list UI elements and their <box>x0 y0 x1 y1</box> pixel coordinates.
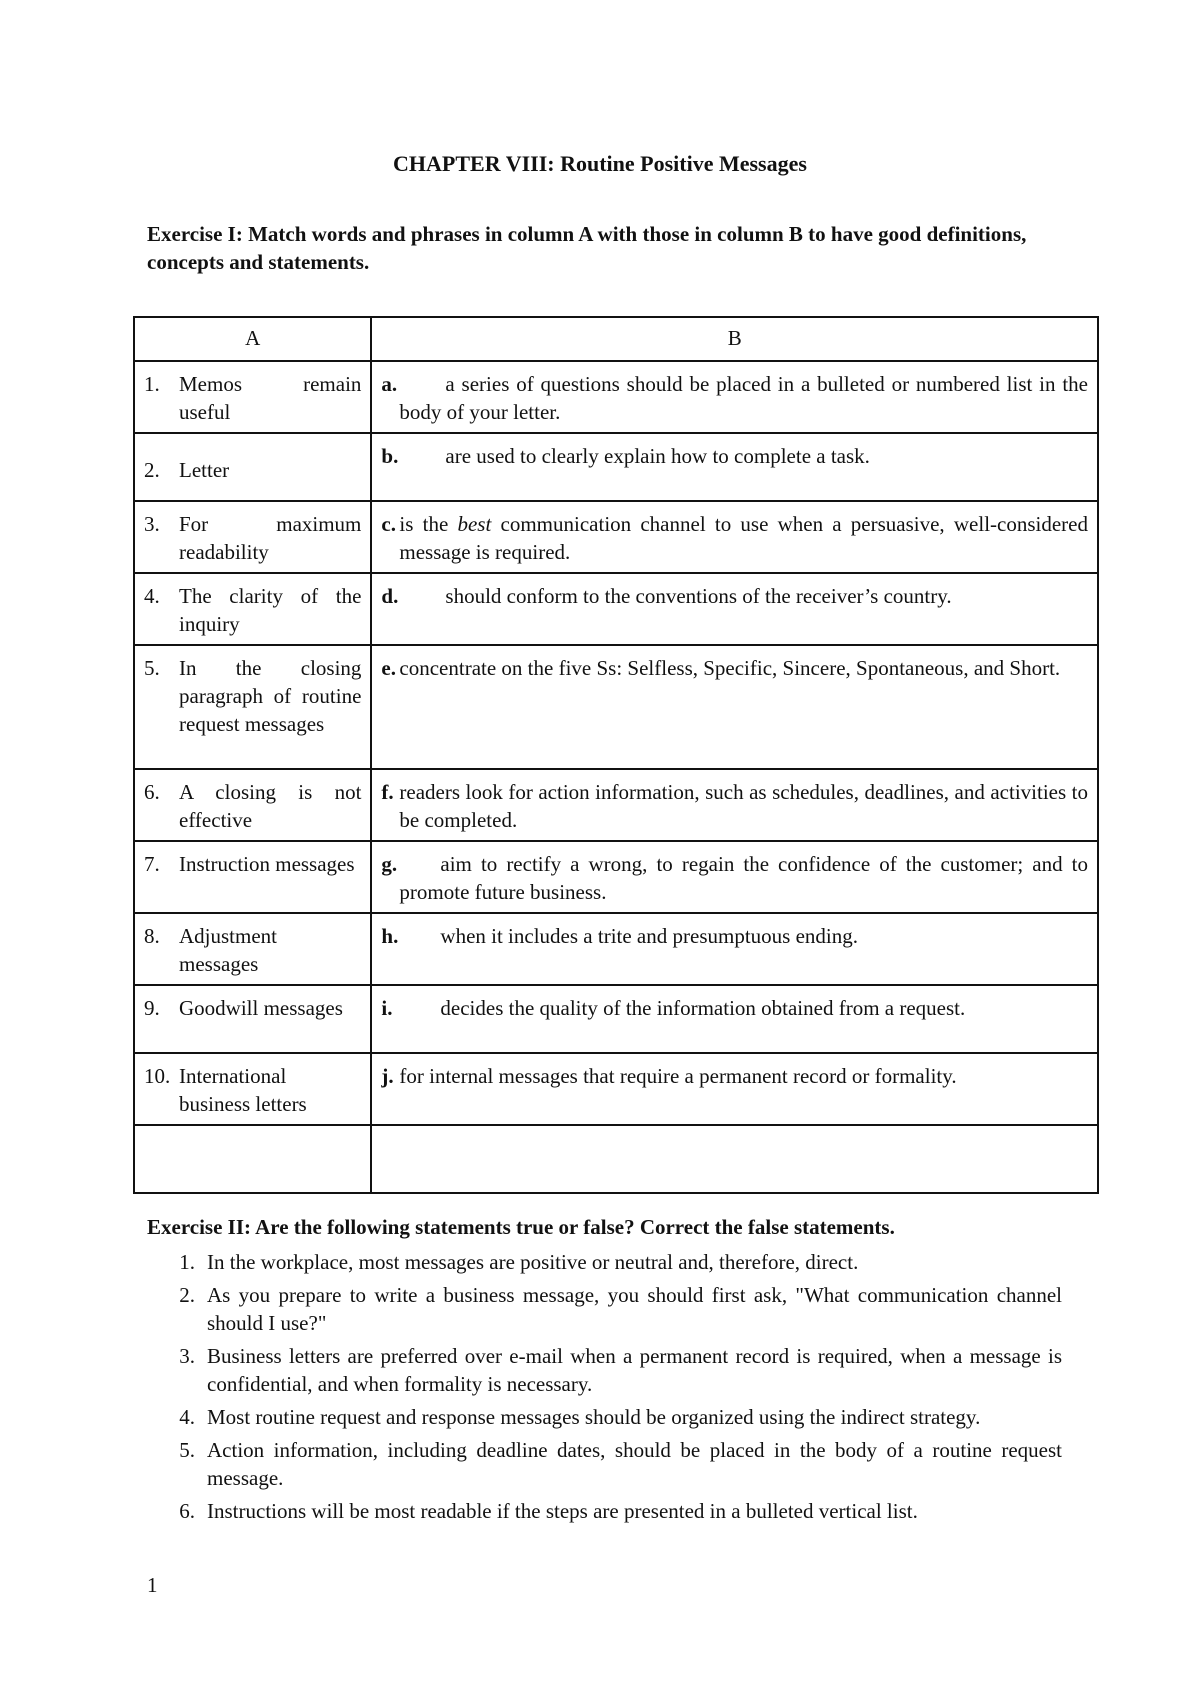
table-row <box>134 841 1098 913</box>
column-b-text-part: is the <box>399 512 458 536</box>
row-number: 5. <box>144 656 160 680</box>
row-number: 7. <box>144 852 160 876</box>
table-row <box>134 769 1098 841</box>
column-b-text: readers look for action information, such as schedules, deadlines, and activities to be completed. <box>399 780 1088 832</box>
column-a-text: In the closing paragraph of routine request messages <box>179 656 362 736</box>
exercise-2-heading: Exercise II: Are the following statements true or false? Correct the false statements. <box>147 1215 895 1239</box>
item-text: As you prepare to write a business message, you should first ask, "What communication channel should I use?" <box>207 1283 1062 1335</box>
column-a-cell <box>134 501 371 573</box>
table-row <box>134 433 1098 501</box>
column-b-text: a series of questions should be placed in a bulleted or numbered list in the body of your letter. <box>399 372 1088 424</box>
list-item <box>147 1281 1062 1337</box>
column-b-text: concentrate on the five Ss: Selfless, Specific, Sincere, Spontaneous, and Short. <box>399 656 1061 680</box>
item-number: 1. <box>179 1250 195 1274</box>
table-row <box>134 361 1098 433</box>
item-text: Instructions will be most readable if the steps are presented in a bulleted vertical list. <box>207 1499 918 1523</box>
row-number: 4. <box>144 584 160 608</box>
list-item <box>147 1436 1062 1492</box>
item-text: Business letters are preferred over e-mail when a permanent record is required, when a message is confidential, and when formality is necessary. <box>207 1344 1062 1396</box>
column-a-cell <box>134 1053 371 1125</box>
column-a-text: Goodwill messages <box>179 996 343 1020</box>
list-item <box>147 1497 1062 1525</box>
table-row <box>134 573 1098 645</box>
column-a-cell <box>134 841 371 913</box>
column-b-cell <box>371 1125 1098 1193</box>
table-row <box>134 1125 1098 1193</box>
table-header-row <box>134 317 1098 361</box>
column-b-text <box>399 510 1088 566</box>
column-b-cell <box>371 985 1098 1053</box>
column-b-text: decides the quality of the information obtained from a request. <box>440 996 966 1020</box>
table-row <box>134 645 1098 769</box>
column-a-cell <box>134 361 371 433</box>
column-a-cell <box>134 913 371 985</box>
row-number: 3. <box>144 512 160 536</box>
item-text: In the workplace, most messages are positive or neutral and, therefore, direct. <box>207 1250 859 1274</box>
column-a-text: Adjustment messages <box>179 924 277 976</box>
row-letter: b. <box>381 444 399 468</box>
matching-table <box>133 316 1099 1194</box>
column-b-text: are used to clearly explain how to complete a task. <box>445 444 870 468</box>
row-letter: d. <box>381 584 399 608</box>
emphasis-text: best <box>457 512 492 536</box>
column-a-cell <box>134 645 371 769</box>
row-number: 1. <box>144 372 160 396</box>
table-row <box>134 1053 1098 1125</box>
column-b-text: when it includes a trite and presumptuous ending. <box>440 924 858 948</box>
column-b-cell <box>371 361 1098 433</box>
row-letter: e. <box>381 656 396 680</box>
list-item <box>147 1342 1062 1398</box>
item-number: 5. <box>179 1438 195 1462</box>
column-b-cell <box>371 769 1098 841</box>
column-a-text: The clarity of the inquiry <box>179 584 362 636</box>
column-a-text: International business letters <box>179 1064 307 1116</box>
table-row <box>134 985 1098 1053</box>
item-text: Action information, including deadline dates, should be placed in the body of a routine request message. <box>207 1438 1062 1490</box>
column-a-text: For maximum readability <box>179 512 362 564</box>
column-a-text: A closing is not effective <box>179 780 362 832</box>
row-number: 9. <box>144 996 160 1020</box>
row-letter: h. <box>381 924 399 948</box>
item-number: 3. <box>179 1344 195 1368</box>
column-a-text: Instruction messages <box>179 852 355 876</box>
row-number: 2. <box>144 458 160 482</box>
item-text: Most routine request and response messages should be organized using the indirect strategy. <box>207 1405 981 1429</box>
column-a-cell <box>134 1125 371 1193</box>
column-b-text: for internal messages that require a permanent record or formality. <box>399 1064 957 1088</box>
column-a-text: Letter <box>179 458 230 482</box>
column-b-cell <box>371 841 1098 913</box>
chapter-title: CHAPTER VIII: Routine Positive Messages <box>393 151 807 176</box>
table-row <box>134 501 1098 573</box>
list-item <box>147 1248 1062 1276</box>
column-a-header: A <box>134 317 371 361</box>
row-number: 10. <box>144 1064 171 1088</box>
item-number: 4. <box>179 1405 195 1429</box>
column-a-text: Memos remain useful <box>179 372 362 424</box>
column-b-cell <box>371 645 1098 769</box>
column-b-text: should conform to the conventions of the receiver’s country. <box>445 584 952 608</box>
list-item <box>147 1403 1062 1431</box>
row-letter: g. <box>381 852 398 876</box>
row-letter: i. <box>381 996 393 1020</box>
item-number: 2. <box>179 1283 195 1307</box>
column-a-cell <box>134 985 371 1053</box>
row-number: 8. <box>144 924 160 948</box>
column-b-text: aim to rectify a wrong, to regain the confidence of the customer; and to promote future business. <box>399 852 1088 904</box>
column-b-cell <box>371 913 1098 985</box>
column-b-text-part: communication channel to use when a persuasive, well-considered message is required. <box>399 512 1088 564</box>
table-row <box>134 913 1098 985</box>
row-letter: a. <box>381 372 398 396</box>
exercise-1-heading: Exercise I: Match words and phrases in column A with those in column B to have good definitions, concepts and statements. <box>147 222 1027 274</box>
row-letter: f. <box>381 780 394 804</box>
row-letter: c. <box>381 512 396 536</box>
column-a-cell <box>134 769 371 841</box>
column-b-cell <box>371 433 1098 501</box>
page-number: 1 <box>147 1573 158 1597</box>
column-b-cell <box>371 1053 1098 1125</box>
item-number: 6. <box>179 1499 195 1523</box>
column-a-cell <box>134 433 371 501</box>
column-b-header: B <box>371 317 1098 361</box>
column-b-cell <box>371 573 1098 645</box>
column-b-cell <box>371 501 1098 573</box>
column-a-cell <box>134 573 371 645</box>
row-letter: j. <box>381 1064 394 1088</box>
row-number: 6. <box>144 780 160 804</box>
true-false-list <box>147 1248 1062 1530</box>
